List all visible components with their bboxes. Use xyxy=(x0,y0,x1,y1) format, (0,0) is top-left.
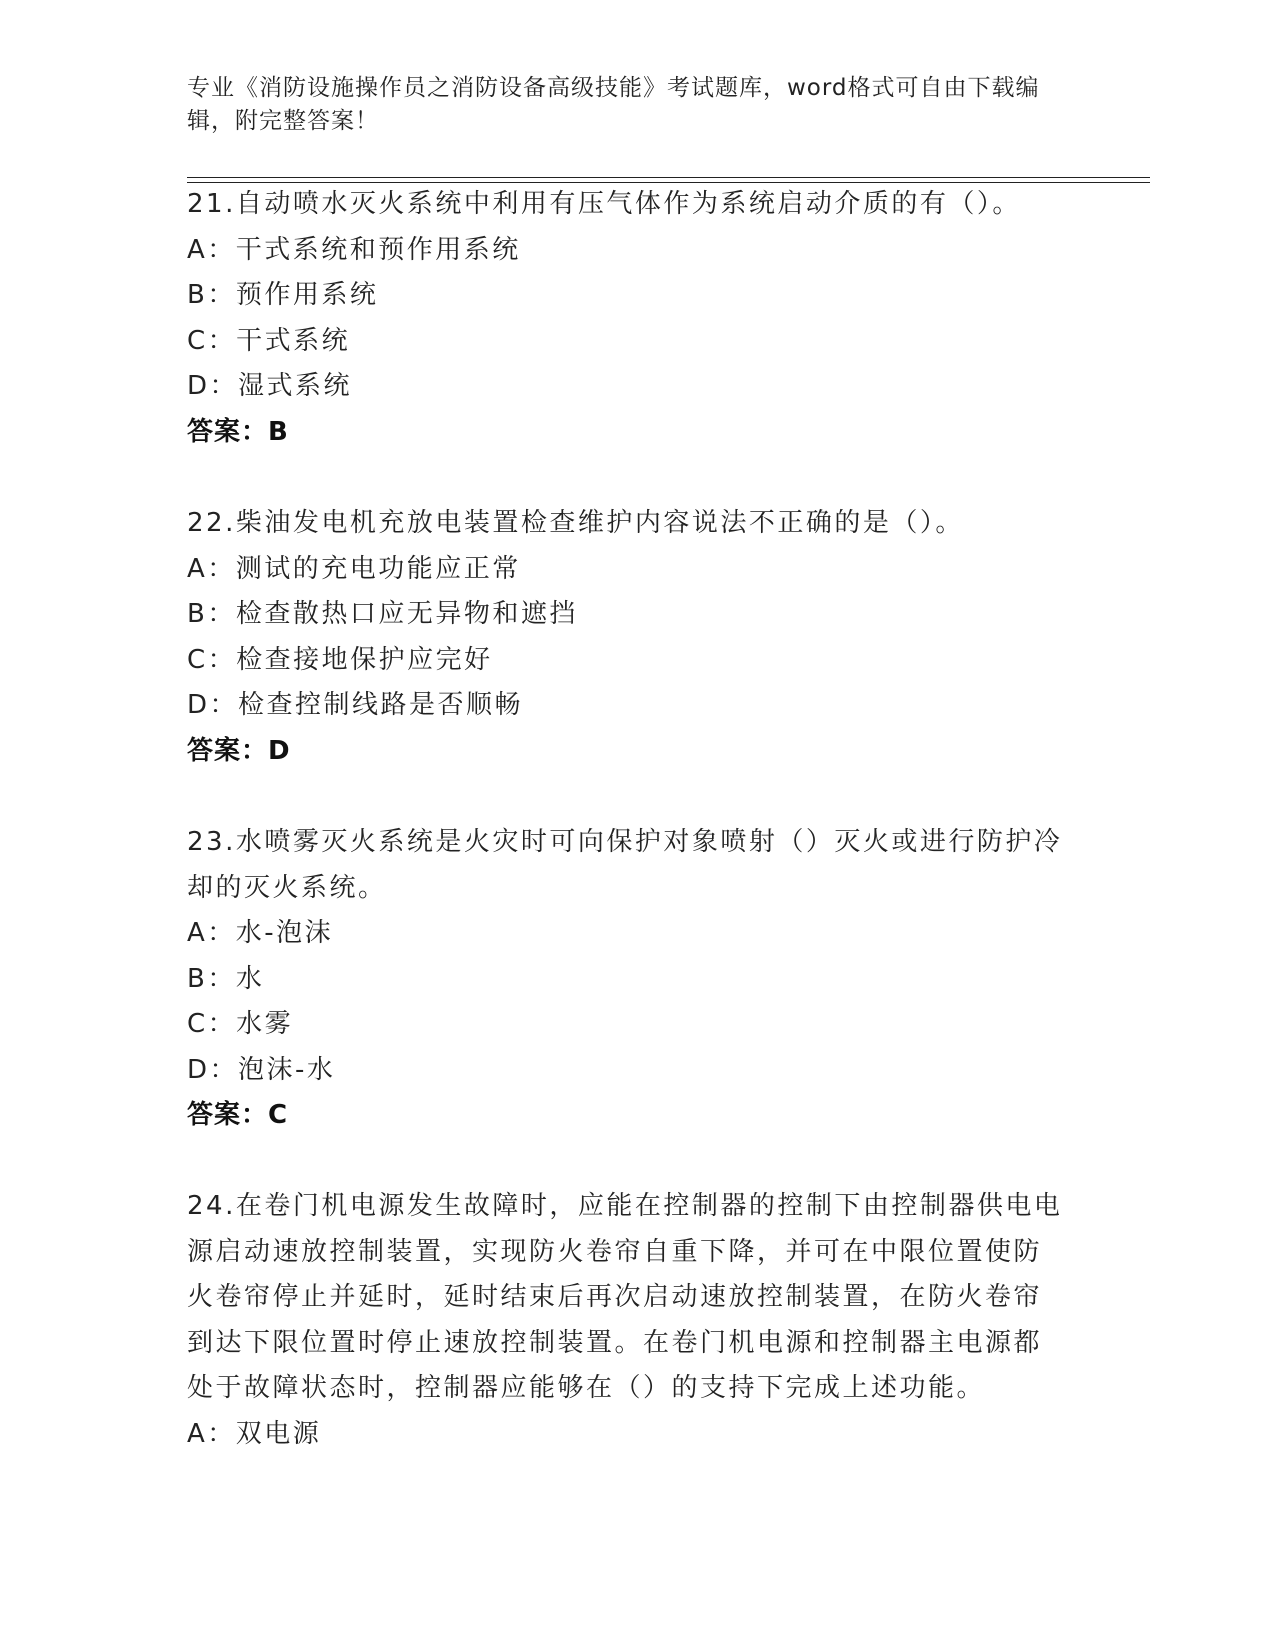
option-d: D：泡沫-水 xyxy=(187,1054,336,1085)
option-a: A：干式系统和预作用系统 xyxy=(187,234,521,265)
question-stem-line-2: 却的灭火系统。 xyxy=(187,872,387,903)
header-line-1: 专业《消防设施操作员之消防设备高级技能》考试题库，word格式可自由下载编 xyxy=(187,75,1040,101)
option-b: B：检查散热口应无异物和遮挡 xyxy=(187,599,578,629)
document-header xyxy=(187,72,1067,138)
answer-text: 答案：C xyxy=(187,1100,289,1130)
answer-text: 答案：B xyxy=(187,416,289,447)
question-22 xyxy=(187,501,1087,774)
option-d: D：检查控制线路是否顺畅 xyxy=(187,690,524,720)
question-stem: 21.自动喷水灭火系统中利用有压气体作为系统启动介质的有（）。 xyxy=(187,189,1021,219)
option-a: A：测试的充电功能应正常 xyxy=(187,553,521,584)
question-stem-line-4: 到达下限位置时停止速放控制装置。在卷门机电源和控制器主电源都 xyxy=(187,1327,1043,1358)
question-stem-line-5: 处于故障状态时，控制器应能够在（）的支持下完成上述功能。 xyxy=(187,1373,986,1403)
header-divider-top xyxy=(187,177,1150,178)
question-21 xyxy=(187,182,1087,455)
option-c: C：水雾 xyxy=(187,1009,294,1039)
option-c: C：检查接地保护应完好 xyxy=(187,644,493,675)
option-b: B：水 xyxy=(187,963,265,994)
question-stem: 22.柴油发电机充放电装置检查维护内容说法不正确的是（）。 xyxy=(187,508,964,538)
option-a: A：水-泡沫 xyxy=(187,918,334,948)
option-d: D：湿式系统 xyxy=(187,371,353,401)
question-24 xyxy=(187,1184,1087,1457)
answer-text: 答案：D xyxy=(187,735,291,766)
question-stem-line-1: 24.在卷门机电源发生故障时，应能在控制器的控制下由控制器供电电 xyxy=(187,1191,1063,1221)
question-stem-line-3: 火卷帘停止并延时，延时结束后再次启动速放控制装置，在防火卷帘 xyxy=(187,1282,1043,1312)
question-23 xyxy=(187,820,1087,1139)
option-a: A：双电源 xyxy=(187,1418,322,1449)
option-b: B：预作用系统 xyxy=(187,280,379,310)
option-c: C：干式系统 xyxy=(187,325,351,356)
header-line-2: 辑，附完整答案！ xyxy=(187,108,379,134)
question-stem-line-1: 23.水喷雾灭火系统是火灾时可向保护对象喷射（）灭火或进行防护冷 xyxy=(187,827,1063,857)
question-stem-line-2: 源启动速放控制装置，实现防火卷帘自重下降，并可在中限位置使防 xyxy=(187,1236,1043,1267)
